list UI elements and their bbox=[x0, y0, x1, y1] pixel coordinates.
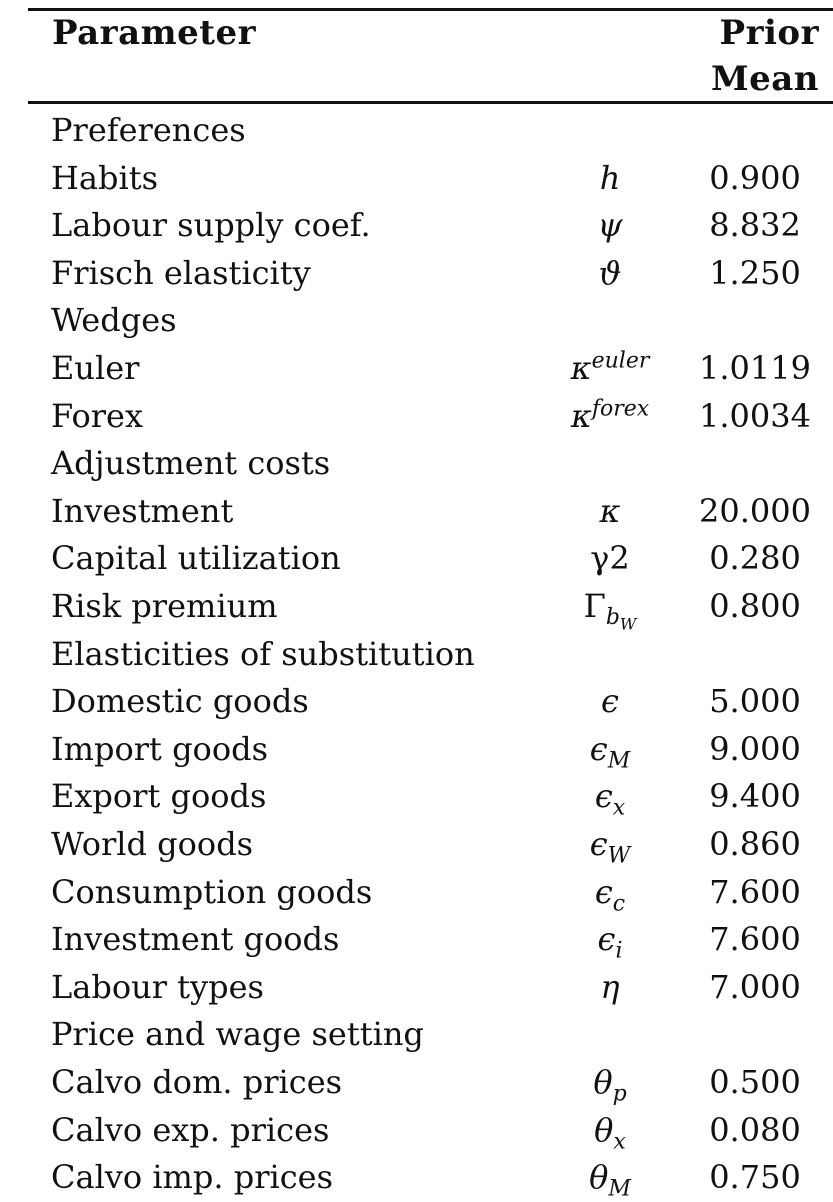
table-row bbox=[0, 772, 833, 820]
section-heading-row bbox=[0, 1010, 833, 1058]
prior-mean-value: 7.600 bbox=[709, 920, 801, 959]
table-row bbox=[0, 1058, 833, 1106]
symbol-subscript-text: x bbox=[612, 795, 626, 821]
prior-mean-value: 0.500 bbox=[709, 1063, 801, 1101]
section-heading-row bbox=[0, 439, 833, 487]
parameter-label: Consumption goods bbox=[51, 872, 373, 911]
parameter-label: Calvo dom. prices bbox=[51, 1063, 343, 1101]
table-row bbox=[0, 582, 833, 634]
symbol-base: ϵ bbox=[597, 920, 616, 959]
parameter-label: Labour types bbox=[51, 967, 264, 1006]
parameter-label: World goods bbox=[51, 825, 254, 863]
prior-mean-value: 1.0034 bbox=[699, 396, 811, 435]
parameter-symbol bbox=[530, 1058, 690, 1106]
parameter-symbol bbox=[530, 487, 690, 535]
parameter-label: Investment bbox=[51, 491, 234, 530]
prior-mean-value: 0.280 bbox=[709, 539, 801, 578]
section-heading: Adjustment costs bbox=[51, 444, 331, 483]
section-heading: Wedges bbox=[51, 301, 177, 340]
symbol-subscript bbox=[615, 939, 622, 964]
symbol-base: θ bbox=[593, 1063, 613, 1101]
parameter-label: Calvo exp. prices bbox=[51, 1110, 330, 1149]
symbol-superscript: euler bbox=[591, 348, 650, 374]
parameter-symbol bbox=[530, 1153, 690, 1201]
prior-mean-value: 1.0119 bbox=[699, 349, 811, 387]
symbol-subscript-text: M bbox=[607, 748, 631, 774]
symbol-base: Γ bbox=[583, 587, 606, 625]
table-header-rule bbox=[28, 101, 833, 104]
section-heading-row bbox=[0, 630, 833, 678]
parameter-label: Investment goods bbox=[51, 920, 340, 959]
symbol-base: η bbox=[600, 967, 620, 1006]
symbol-base: h bbox=[599, 158, 621, 197]
section-heading: Elasticities of substitution bbox=[51, 634, 475, 673]
section-heading-row bbox=[0, 296, 833, 344]
table-row bbox=[0, 1153, 833, 1201]
symbol-subscript bbox=[605, 605, 637, 634]
table-row bbox=[0, 201, 833, 249]
symbol-base: θ bbox=[594, 1110, 614, 1149]
symbol-base: ϵ bbox=[589, 729, 608, 768]
table-row bbox=[0, 249, 833, 297]
symbol-subscript bbox=[613, 1129, 625, 1154]
parameter-label: Habits bbox=[51, 158, 158, 197]
parameter-symbol bbox=[530, 249, 690, 297]
table-row bbox=[0, 392, 833, 440]
prior-mean-value: 20.000 bbox=[699, 491, 811, 530]
parameter-symbol bbox=[530, 154, 690, 202]
symbol-subscript-text: M bbox=[608, 1176, 631, 1202]
table-row bbox=[0, 868, 833, 916]
table-row bbox=[0, 820, 833, 868]
parameter-symbol bbox=[530, 534, 690, 582]
symbol-base: γ2 bbox=[590, 539, 630, 578]
symbol-subscript bbox=[608, 843, 631, 868]
parameter-symbol bbox=[530, 344, 690, 392]
symbol-subscript bbox=[613, 796, 625, 821]
prior-mean-value: 0.080 bbox=[709, 1110, 801, 1149]
symbol-subscript bbox=[608, 1177, 631, 1202]
parameter-symbol bbox=[530, 820, 690, 868]
table-row bbox=[0, 534, 833, 582]
parameter-symbol bbox=[530, 677, 690, 725]
column-header-prior-line2: Mean bbox=[710, 59, 819, 99]
symbol-subscript-text: p bbox=[612, 1081, 627, 1107]
table-row bbox=[0, 677, 833, 725]
prior-mean-value: 7.000 bbox=[709, 967, 801, 1006]
prior-mean-value: 0.750 bbox=[709, 1158, 801, 1197]
parameter-label: Export goods bbox=[51, 777, 267, 816]
column-header-parameter: Parameter bbox=[52, 13, 256, 53]
parameter-label: Forex bbox=[51, 396, 143, 435]
symbol-subscript-text: i bbox=[615, 938, 623, 964]
prior-mean-value: 1.250 bbox=[709, 253, 801, 292]
parameter-label: Capital utilization bbox=[51, 539, 341, 578]
parameter-label: Domestic goods bbox=[51, 682, 309, 721]
parameter-symbol bbox=[530, 915, 690, 963]
parameter-label: Import goods bbox=[51, 729, 268, 768]
prior-mean-value: 8.832 bbox=[709, 206, 801, 245]
section-heading-row bbox=[0, 106, 833, 154]
symbol-base: ϵ bbox=[601, 682, 619, 721]
parameter-symbol bbox=[530, 725, 690, 773]
section-heading: Price and wage setting bbox=[51, 1015, 424, 1054]
symbol-subscript-text: c bbox=[612, 890, 626, 916]
symbol-base: κ bbox=[570, 396, 592, 435]
table-row bbox=[0, 915, 833, 963]
parameter-symbol bbox=[530, 963, 690, 1011]
table-row bbox=[0, 963, 833, 1011]
symbol-subscript bbox=[613, 891, 625, 916]
column-header-prior-line1: Prior bbox=[719, 13, 819, 53]
parameter-label: Euler bbox=[51, 349, 140, 387]
prior-mean-value: 0.900 bbox=[709, 158, 801, 197]
parameter-label: Frisch elasticity bbox=[51, 253, 311, 292]
parameter-label: Calvo imp. prices bbox=[51, 1158, 334, 1197]
prior-mean-value: 9.400 bbox=[709, 777, 801, 816]
prior-mean-value: 0.860 bbox=[709, 825, 801, 863]
table-row bbox=[0, 344, 833, 392]
symbol-base: ϑ bbox=[598, 253, 622, 292]
parameter-symbol bbox=[530, 868, 690, 916]
section-heading: Preferences bbox=[51, 111, 246, 149]
symbol-base: ϵ bbox=[594, 777, 613, 816]
column-header-prior-mean bbox=[711, 10, 819, 102]
parameter-symbol bbox=[530, 392, 690, 440]
symbol-base: ψ bbox=[597, 206, 623, 245]
prior-mean-value: 9.000 bbox=[709, 729, 801, 768]
symbol-base: θ bbox=[589, 1158, 609, 1197]
symbol-subscript-text: b bbox=[605, 605, 620, 631]
symbol-base: κ bbox=[599, 491, 621, 530]
parameter-label: Labour supply coef. bbox=[51, 206, 371, 245]
symbol-superscript: forex bbox=[591, 395, 650, 421]
parameter-label: Risk premium bbox=[51, 587, 278, 625]
symbol-subscript bbox=[608, 748, 631, 773]
parameter-symbol bbox=[530, 582, 690, 634]
prior-mean-value: 5.000 bbox=[709, 682, 801, 721]
parameter-symbol bbox=[530, 201, 690, 249]
symbol-subscript-text: W bbox=[607, 843, 631, 869]
symbol-base: ϵ bbox=[589, 825, 608, 863]
table-row bbox=[0, 1106, 833, 1154]
parameter-symbol bbox=[530, 772, 690, 820]
table-row bbox=[0, 725, 833, 773]
symbol-subscript-text: x bbox=[613, 1128, 626, 1154]
symbol-base: ϵ bbox=[594, 872, 613, 911]
symbol-subsubscript: W bbox=[619, 614, 637, 634]
symbol-subscript bbox=[613, 1081, 627, 1106]
table-row bbox=[0, 154, 833, 202]
parameter-symbol bbox=[530, 1106, 690, 1154]
table-row bbox=[0, 487, 833, 535]
symbol-base: κ bbox=[570, 349, 592, 387]
prior-mean-value: 7.600 bbox=[709, 872, 801, 911]
prior-mean-value: 0.800 bbox=[709, 587, 801, 625]
